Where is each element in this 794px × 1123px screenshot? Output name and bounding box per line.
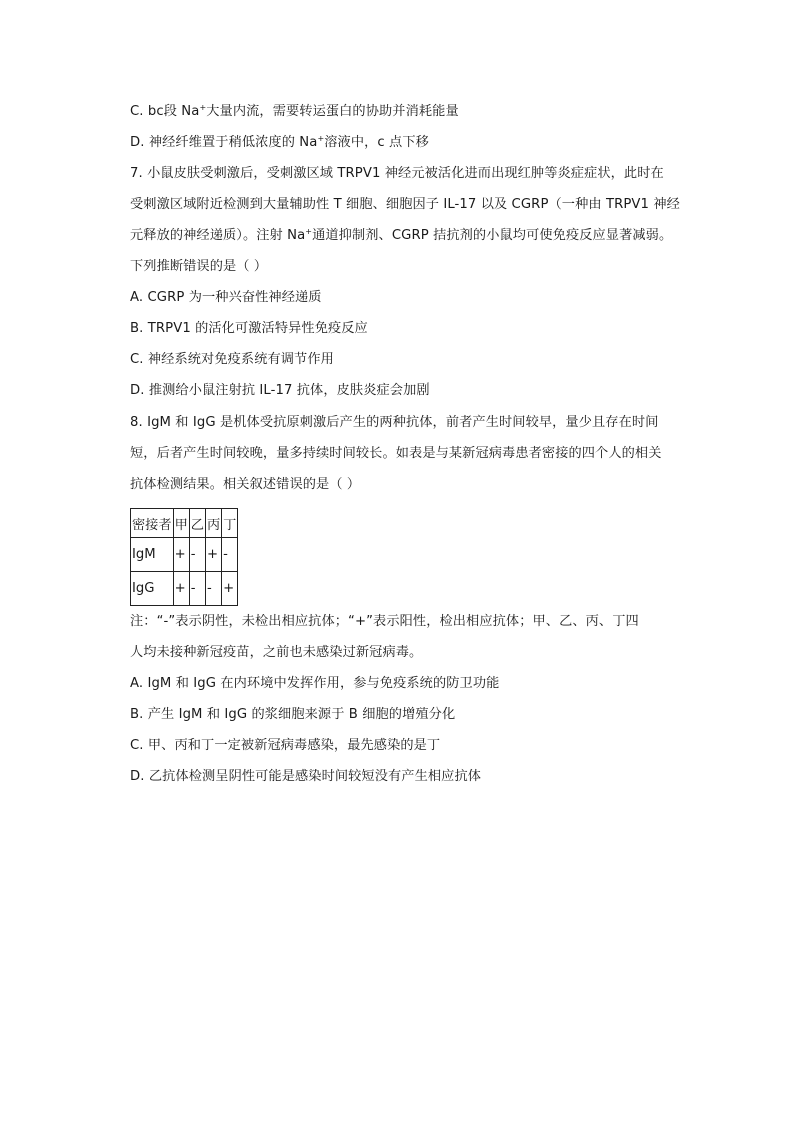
q7-option-b: B. TRPV1 的活化可激活特异性免疫反应 (130, 321, 368, 336)
table-cell: - (189, 572, 205, 606)
table-cell: + (173, 538, 189, 572)
table-cell: - (205, 572, 221, 606)
table-row (131, 572, 238, 606)
q8-stem-line-1: 8. IgM 和 IgG 是机体受抗原刺激后产生的两种抗体，前者产生时间较早，量少且存在时间 (130, 415, 659, 430)
table-cell: + (222, 572, 238, 606)
table-row (131, 538, 238, 572)
q7-stem-line-4: 下列推断错误的是（ ） (130, 259, 268, 274)
q6-option-c (130, 102, 459, 122)
q8-stem-line-3: 抗体检测结果。相关叙述错误的是（ ） (130, 477, 361, 492)
q8-option-a: A. IgM 和 IgG 在内环境中发挥作用，参与免疫系统的防卫功能 (130, 676, 500, 691)
table-cell: - (189, 538, 205, 572)
q7-stem-line-3 (130, 226, 672, 246)
table-header-cell: 密接者 (131, 509, 174, 538)
table-header-row (131, 509, 238, 538)
q7-stem-line-3-superscript: + (305, 227, 313, 236)
q6-option-d-text-2: 溶液中，c 点下移 (324, 135, 429, 150)
q7-option-a: A. CGRP 为一种兴奋性神经递质 (130, 290, 322, 305)
q7-stem-line-1: 7. 小鼠皮肤受刺激后，受刺激区域 TRPV1 神经元被活化进而出现红肿等炎症症状，此时在 (130, 166, 664, 181)
table-header-cell: 丁 (222, 509, 238, 538)
q7-option-d: D. 推测给小鼠注射抗 IL-17 抗体，皮肤炎症会加剧 (130, 383, 430, 398)
q6-option-c-superscript: + (199, 103, 207, 112)
q8-note-line-1: 注：“-”表示阴性，未检出相应抗体；“+”表示阳性，检出相应抗体；甲、乙、丙、丁四 (130, 614, 639, 629)
table-cell: IgG (131, 572, 174, 606)
q7-stem-line-2: 受刺激区域附近检测到大量辅助性 T 细胞、细胞因子 IL-17 以及 CGRP（一种由 TRPV1 神经 (130, 197, 680, 212)
table-header-cell: 丙 (205, 509, 221, 538)
q6-option-c-text-1: C. bc段 Na (130, 104, 200, 119)
q6-option-d (130, 133, 429, 153)
q8-option-c: C. 甲、丙和丁一定被新冠病毒感染，最先感染的是丁 (130, 738, 441, 753)
q7-option-c: C. 神经系统对免疫系统有调节作用 (130, 352, 334, 367)
q7-stem-line-3-text-1: 元释放的神经递质）。注射 Na (130, 228, 306, 243)
table-cell: IgM (131, 538, 174, 572)
q8-option-b: B. 产生 IgM 和 IgG 的浆细胞来源于 B 细胞的增殖分化 (130, 707, 456, 722)
q8-option-d: D. 乙抗体检测呈阴性可能是感染时间较短没有产生相应抗体 (130, 769, 482, 784)
table-cell: + (205, 538, 221, 572)
table-cell: - (222, 538, 238, 572)
antibody-test-table (130, 508, 238, 606)
q6-option-d-text-1: D. 神经纤维置于稍低浓度的 Na (130, 135, 318, 150)
q6-option-d-superscript: + (317, 134, 325, 143)
q8-note-line-2: 人均未接种新冠疫苗，之前也未感染过新冠病毒。 (130, 645, 423, 660)
table-header-cell: 乙 (189, 509, 205, 538)
table-cell: + (173, 572, 189, 606)
q7-stem-line-3-text-2: 通道抑制剂、CGRP 拮抗剂的小鼠均可使免疫反应显著减弱。 (312, 228, 673, 243)
q8-stem-line-2: 短，后者产生时间较晚，量多持续时间较长。如表是与某新冠病毒患者密接的四个人的相关 (130, 446, 662, 461)
q6-option-c-text-2: 大量内流，需要转运蛋白的协助并消耗能量 (206, 104, 459, 119)
table-header-cell: 甲 (173, 509, 189, 538)
